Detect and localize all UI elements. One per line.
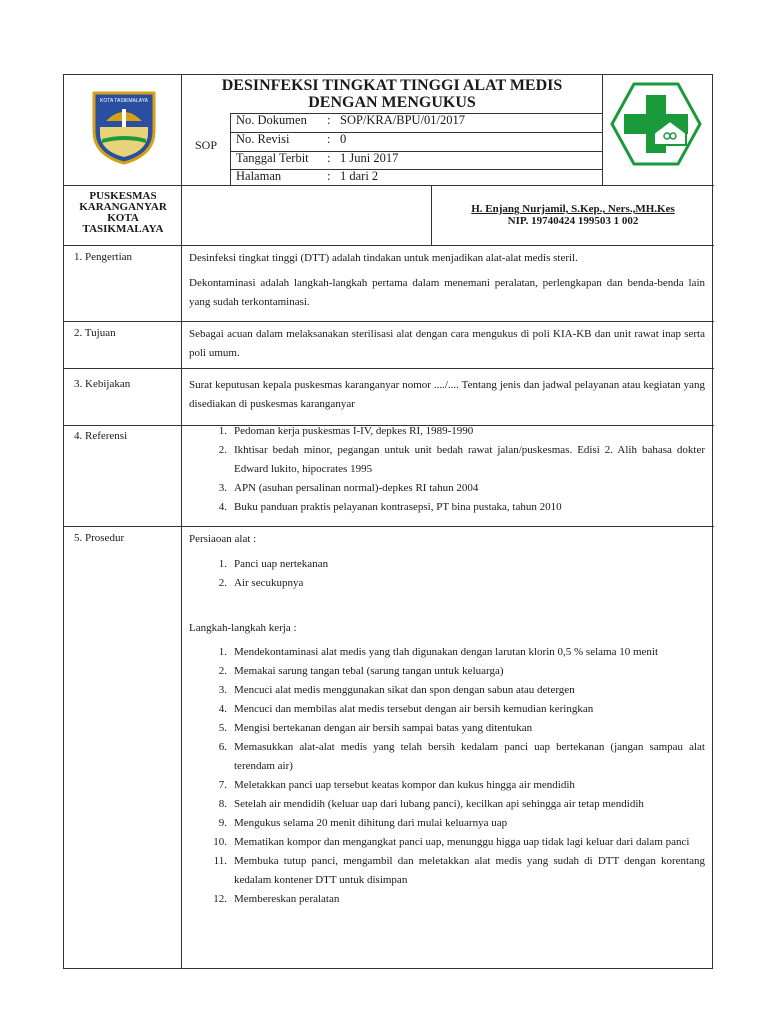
document-title (182, 77, 602, 111)
meta-label-halaman: Halaman (236, 169, 282, 183)
logo-text: KOTA TASIKMALAYA (100, 98, 148, 104)
section-line (64, 526, 714, 527)
meta-sep: : (327, 169, 331, 183)
section-label-kebijakan: 3. Kebijakan (74, 378, 131, 390)
list-item: 8. Setelah air mendidih (keluar uap dari lubang panci), kecilkan api sehingga air tetap mendidih (218, 798, 644, 810)
title-line-2: DENGAN MENGUKUS (308, 94, 476, 111)
section-label-pengertian: 1. Pengertian (74, 251, 133, 263)
meta-label-revisi: No. Revisi (236, 132, 290, 146)
referensi-list (189, 422, 705, 517)
section-label-referensi: 4. Referensi (74, 430, 128, 442)
langkah-list (189, 643, 705, 909)
meta-sep: : (327, 113, 331, 127)
header-bottom-line (64, 185, 714, 186)
signer-nip: NIP. 19740424 199503 1 002 (507, 215, 639, 227)
list-item: 1. Pedoman kerja puskesmas I-IV, depkes RI, 1989-1990 (218, 425, 474, 437)
meta-sep: : (327, 151, 331, 165)
list-item: 1. Mendekontaminasi alat medis yang tlah digunakan dengan larutan klorin 0,5 % selama 10 menit (218, 646, 658, 658)
city-seal-logo (86, 87, 162, 165)
section-label-tujuan: 2. Tujuan (74, 327, 116, 339)
meta-value-tanggal: 1 Juni 2017 (340, 151, 399, 165)
list-item: 3. Mencuci alat medis menggunakan sikat dan spon dengan sabun atau detergen (218, 684, 575, 696)
pengertian-paragraph-1: Desinfeksi tingkat tinggi (DTT) adalah tindakan untuk menjadikan alat-alat medis steril. (189, 252, 578, 264)
tujuan-paragraph: Sebagai acuan dalam melaksanakan sterilisasi alat dengan cara mengukus di poli KIA-KB dan unit rawat inap serta poli umum. (189, 328, 705, 359)
list-item: 2. Memakai sarung tangan tebal (sarung tangan untuk keluarga) (218, 665, 504, 677)
meta-label-tanggal: Tanggal Terbit (236, 151, 309, 165)
list-item: 11. Membuka tutup panci, mengambil dan meletakkan alat medis yang sudah di DTT dengan korentang kedalam kontener DTT untuk disimpan (213, 855, 705, 886)
sop-document (63, 74, 713, 969)
list-item: 3. APN (asuhan persalinan normal)-depkes RI tahun 2004 (218, 482, 479, 494)
section-line (64, 245, 714, 246)
puskesmas-line: KARANGANYAR (79, 201, 167, 213)
puskesmas-logo (610, 81, 702, 167)
puskesmas-name (64, 191, 182, 235)
alat-list (189, 555, 705, 593)
list-item: 2. Air secukupnya (218, 577, 304, 589)
list-item: 10. Mematikan kompor dan mengangkat panci uap, menunggu higga uap tidak lagi keluar dari dalam panci (213, 836, 690, 848)
puskesmas-line: KOTA (107, 212, 139, 224)
meta-value-revisi: 0 (340, 132, 347, 146)
puskesmas-line: PUSKESMAS (89, 190, 157, 202)
meta-label-dokumen: No. Dokumen (236, 113, 307, 127)
meta-sep: : (327, 132, 331, 146)
sop-label: SOP (194, 138, 217, 152)
section-line (64, 368, 714, 369)
list-item: 6. Memasukkan alat-alat medis yang telah bersih kedalam panci uap bertekanan (jangan sampau alat terendam air) (218, 741, 705, 772)
list-item: 12. Membereskan peralatan (213, 893, 340, 905)
logo-divider (602, 75, 603, 185)
list-item: 5. Mengisi bertekanan dengan air bersih sampai batas yang ditentukan (218, 722, 533, 734)
title-line-1: DESINFEKSI TINGKAT TINGGI ALAT MEDIS (221, 77, 563, 94)
prosedur-alat-title: Persiaoan alat : (189, 533, 257, 545)
list-item: 9. Mengukus selama 20 menit dihitung dari mulai keluarnya uap (218, 817, 508, 829)
puskesmas-line: TASIKMALAYA (82, 223, 164, 235)
signer-name: H. Enjang Nurjamil, S.Kep., Ners.,MH.Kes (471, 203, 675, 215)
sop-divider (230, 113, 231, 185)
pengertian-paragraph-2: Dekontaminasi adalah langkah-langkah pertama dalam menemani peralatan, perlengkapan dan benda-benda lain yang sudah terkontaminasi. (189, 277, 705, 308)
signer-block (432, 203, 714, 227)
prosedur-langkah-title: Langkah-langkah kerja : (189, 622, 297, 634)
list-item: 2. Ikhtisar bedah minor, pegangan untuk unit bedah rawat jalan/puskesmas. Edisi 2. Alih bahasa dokter Edward lukito, hipocrates 1995 (218, 444, 705, 475)
meta-value-halaman: 1 dari 2 (340, 169, 379, 183)
list-item: 1. Panci uap nertekanan (218, 558, 329, 570)
section-line (64, 321, 714, 322)
section-label-prosedur: 5. Prosedur (74, 532, 125, 544)
meta-row-line (230, 169, 602, 170)
list-item: 4. Mencuci dan membilas alat medis tersebut dengan air bersih kemudian keringkan (218, 703, 594, 715)
list-item: 7. Meletakkan panci uap tersebut keatas kompor dan kukus hingga air mendidih (218, 779, 575, 791)
meta-value-dokumen: SOP/KRA/BPU/01/2017 (340, 113, 466, 127)
kebijakan-paragraph: Surat keputusan kepala puskesmas karanganyar nomor ..../.... Tentang jenis dan jadwal pelayanan atau kegiatan yang disediakan di puskesmas karanganyar (189, 379, 705, 410)
list-item: 4. Buku panduan praktis pelayanan kontrasepsi, PT bina pustaka, tahun 2010 (218, 501, 562, 513)
